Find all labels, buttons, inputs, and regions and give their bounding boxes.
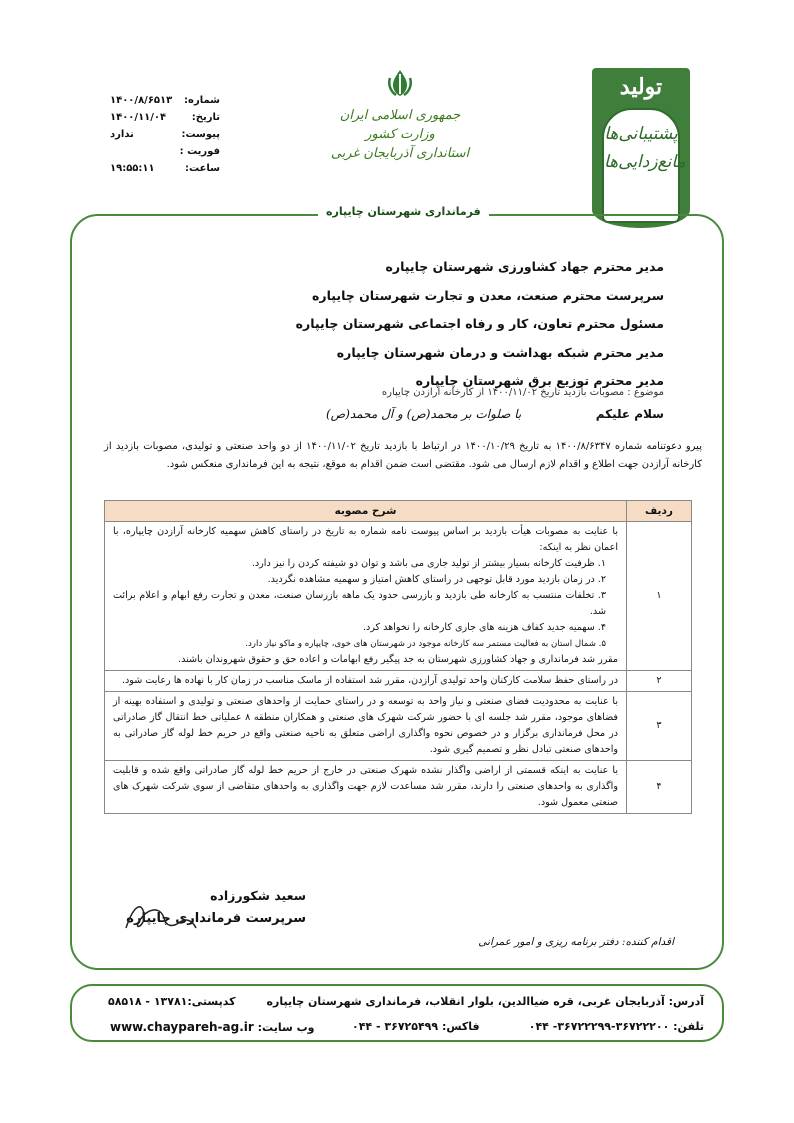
row-description: در راستای حفظ سلامت کارکنان واحد تولیدی آرازدن، مقرر شد استفاده از ماسک مناسب در زمان کار با نهاده ها رعایت شود.	[105, 671, 627, 692]
resolutions-table	[104, 500, 692, 814]
row-number: ۲	[627, 671, 692, 692]
badge-title: تولید	[619, 74, 663, 100]
list-item: ۵. شمال استان به فعالیت مستمر سه کارخانه موجود در شهرستان های خوی، چایپاره و ماکو نیاز دارد.	[245, 639, 606, 649]
row-outro: مقرر شد فرمانداری و جهاد کشاورزی شهرستان به جد پیگیر رفع ابهامات و اعاده حق و حقوق شهروندان باشند.	[178, 654, 618, 665]
row-description: با عنایت به اینکه قسمتی از اراضی واگذار نشده شهرک صنعتی در خارج از حریم خط لوله گاز صادراتی واقع شده و قابلیت واگذاری به واحدهای صنعتی را دارند، مقرر شد مساعدت لازم جهت واگذاری به واحدهای متقاضی از سوی شرکت شهرک های صنعتی معمول شود.	[105, 761, 627, 814]
recipients-list	[104, 253, 664, 396]
footer-phone: تلفن: ۳۶۷۲۲۲۰۰-۳۶۷۲۲۲۹۹- ۰۴۴	[528, 1020, 704, 1033]
row-description: با عنایت به محدودیت فضای صنعتی و نیاز واحد به توسعه و در راستای حمایت از واحدهای صنعتی و تولیدی و استفاده بهینه از فضاهای موجود، مقرر شد جلسه ای با حضور شرکت شهرک های صنعتی و همکاران منطقه ۸ عملیاتی خط انتقال گاز صادراتی در محل فرمانداری برگزار و در خصوص نحوه واگذاری اراضی متعلق به ناحیه صنعتی واقع در حریم خط لوله گاز صادراتی به واحدهای صنعتی تبادل نظر و تصمیم گیری شود.	[105, 692, 627, 761]
badge-panel	[602, 108, 686, 223]
table-row	[105, 692, 692, 761]
iran-emblem-icon	[330, 68, 470, 106]
action-by-note: اقدام کننده: دفتر برنامه ریزی و امور عمرانی	[478, 936, 674, 948]
meta-time: ساعت: ۱۹:۵۵:۱۱	[110, 163, 220, 174]
row-description	[105, 522, 627, 671]
government-emblem	[330, 68, 470, 161]
table-row	[105, 522, 692, 671]
footer-fax: فاکس: ۳۶۷۲۵۴۹۹ - ۰۴۴	[352, 1020, 480, 1033]
col-desc-header: شرح مصوبه	[105, 501, 627, 522]
col-row-header: ردیف	[627, 501, 692, 522]
row-number: ۳	[627, 692, 692, 761]
table-header-row	[105, 501, 692, 522]
recipient: مسئول محترم تعاون، کار و رفاه اجتماعی شهرستان چایپاره	[295, 316, 664, 331]
letter-meta	[110, 92, 220, 177]
list-item: ۱. ظرفیت کارخانه بسیار بیشتر از تولید جاری می باشد و توان دو شیفته کردن را نیز دارد.	[251, 558, 606, 569]
list-item: ۳. تخلفات منتسب به کارخانه طی بازدید و بازرسی حدود یک ماهه بازرسان صنعت، معدن و تجارت رفع ابهام و اعلام برائت شد.	[113, 590, 606, 617]
emblem-line-republic: جمهوری اسلامی ایران	[339, 108, 461, 123]
recipient: مدیر محترم توزیع برق شهرستان چایپاره	[415, 373, 664, 388]
table-row	[105, 671, 692, 692]
recipient: مدیر محترم شبکه بهداشت و درمان شهرستان چایپاره	[336, 344, 664, 360]
meta-urgency: فوریت :	[179, 146, 220, 157]
footer-website	[110, 1020, 315, 1034]
meta-number: شماره: ۱۴۰۰/۸/۶۵۱۳	[110, 95, 220, 106]
emblem-line-ministry: وزارت کشور	[365, 127, 435, 142]
intro-paragraph: پیرو دعوتنامه شماره ۱۴۰۰/۸/۶۳۴۷ به تاریخ ۱۴۰۰/۱۰/۲۹ در ارتباط با بازدید تاریخ ۱۴۰۰/۱۱/۰۲ از دو واحد صنعتی و تولیدی، مصوبات بازدید از کارخانه آرازدن جهت اطلاع و اقدام لازم ارسال می شود. مقتضی است ضمن اقدام به موقع، نتیجه به این فرمانداری منعکس شود.	[104, 441, 702, 470]
recipient: سرپرست محترم صنعت، معدن و تجارت شهرستان چایپاره	[312, 287, 664, 303]
website-label: وب سایت:	[257, 1021, 315, 1034]
footer-address: آدرس: آذربایجان غربی، قره ضیاالدین، بلوار انقلاب، فرمانداری شهرستان چایپاره	[266, 995, 704, 1008]
signer-position: سرپرست فرمانداری چایپاره	[126, 911, 306, 926]
emblem-line-province: استانداری آذربایجان غربی	[330, 146, 470, 161]
row-intro: با عنایت به مصوبات هیأت بازدید بر اساس پیوست نامه شماره به تاریخ در راستای کاهش سهمیه کارخانه آرازدن چایپاره، با اعمان نظر به اینکه:	[113, 526, 618, 553]
salavat-line: با صلوات بر محمد(ص) و آل محمد(ص)	[326, 407, 522, 421]
row-number: ۱	[627, 522, 692, 671]
row-number: ۴	[627, 761, 692, 814]
badge-line-support: پشتیبانی‌ها	[604, 124, 678, 144]
footer-postal-code: کدپستی:۱۳۷۸۱ - ۵۸۵۱۸	[108, 995, 236, 1008]
recipient: مدیر محترم جهاد کشاورزی شهرستان چایپاره	[385, 259, 664, 274]
meta-attachment: پیوست: ندارد	[110, 129, 220, 140]
meta-date: تاریخ: ۱۴۰۰/۱۱/۰۴	[110, 112, 220, 123]
list-item: ۴. سهمیه جدید کفاف هزینه های جاری کارخانه را نخواهد کرد.	[362, 622, 606, 633]
website-link[interactable]: www.chaypareh-ag.ir	[110, 1020, 254, 1034]
table-row	[105, 761, 692, 814]
greeting: سلام علیکم	[595, 407, 664, 421]
list-item: ۲. در زمان بازدید مورد قابل توجهی در راستای کاهش امتیاز و سهمیه مشاهده نگردید.	[267, 574, 606, 585]
badge-line-removal: مانع‌زدایی‌ها	[604, 152, 686, 172]
letter-subject: موضوع : مصوبات بازدید تاریخ ۱۴۰۰/۱۱/۰۲ از کارخانه آرازدن چایپاره	[381, 387, 664, 398]
signer-name: سعید شکورزاده	[210, 888, 306, 903]
frame-title: فرمانداری شهرستان چایپاره	[318, 205, 489, 218]
slogan-badge	[592, 68, 690, 228]
handwritten-signature	[120, 898, 200, 938]
